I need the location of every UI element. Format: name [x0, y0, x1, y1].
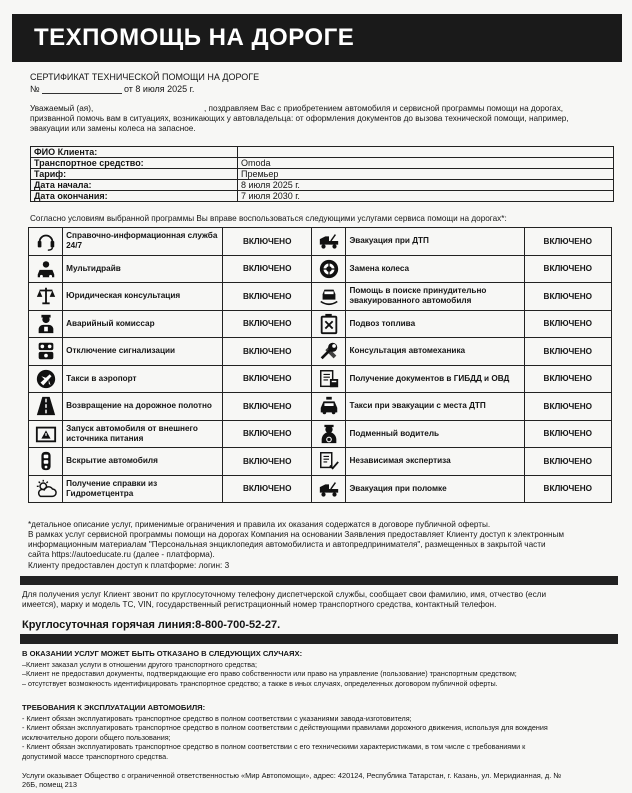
service-name: Справочно-информационная служба 24/7: [63, 228, 223, 256]
service-icon-cell: [312, 393, 346, 421]
service-status: ВКЛЮЧЕНО: [223, 283, 312, 311]
service-name: Возвращение на дорожное полотно: [63, 393, 223, 421]
client-row-value: [238, 147, 614, 158]
service-name: Отключение сигнализации: [63, 338, 223, 366]
service-row: [29, 338, 612, 366]
certificate-date: от 8 июля 2025 г.: [124, 84, 195, 94]
client-row: [31, 180, 614, 191]
commissioner-icon: [34, 313, 58, 335]
service-name: Подменный водитель: [346, 420, 524, 448]
client-row-value: Премьер: [238, 169, 614, 180]
service-name: Эвакуация при ДТП: [346, 228, 524, 256]
service-row: [29, 475, 612, 503]
service-name: Консультация автомеханика: [346, 338, 524, 366]
service-row: [29, 310, 612, 338]
certificate-number-line: [42, 93, 122, 94]
service-name: Замена колеса: [346, 255, 524, 283]
client-row: [31, 147, 614, 158]
scales-icon: [34, 285, 58, 307]
services-intro: Согласно условиям выбранной программы Вы вправе воспользоваться следующими услугами сервиса помощи на дорогах*:: [30, 214, 507, 223]
client-row: [31, 158, 614, 169]
platform-text-3: сайта https://autoeducate.ru (далее - платформа).: [28, 550, 215, 559]
service-icon-cell: [312, 448, 346, 476]
requirement-line: - Клиент обязан эксплуатировать транспортное средство в полном соответствии с действующими правилами дорожного движения, используя для вождения: [22, 723, 548, 733]
service-icon-cell: [312, 283, 346, 311]
page-banner: ТЕХПОМОЩЬ НА ДОРОГЕ: [12, 14, 622, 62]
client-row: [31, 169, 614, 180]
service-status: ВКЛЮЧЕНО: [223, 475, 312, 503]
service-name: Такси в аэропорт: [63, 365, 223, 393]
weather-icon: [34, 478, 58, 500]
car-driver-icon: [34, 258, 58, 280]
certificate-number-label: №: [30, 84, 40, 94]
platform-login: Клиенту предоставлен доступ к платформе: логин: 3: [28, 561, 230, 570]
client-info-table: [30, 146, 614, 202]
fuel-icon: [317, 313, 341, 335]
client-row-label: Дата окончания:: [31, 191, 238, 202]
service-icon-cell: [312, 365, 346, 393]
service-status: ВКЛЮЧЕНО: [524, 338, 611, 366]
service-icon-cell: [312, 310, 346, 338]
client-row: [31, 191, 614, 202]
certificate-title: СЕРТИФИКАТ ТЕХНИЧЕСКОЙ ПОМОЩИ НА ДОРОГЕ: [30, 72, 260, 82]
client-row-label: Дата начала:: [31, 180, 238, 191]
service-icon-cell: [312, 420, 346, 448]
service-name: Получение документов в ГИБДД и ОВД: [346, 365, 524, 393]
service-icon-cell: [312, 228, 346, 256]
tow-truck-icon: [317, 230, 341, 252]
headset-icon: [34, 230, 58, 252]
service-icon-cell: [29, 365, 63, 393]
wrench-icon: [317, 340, 341, 362]
service-icon-cell: [29, 420, 63, 448]
service-row: [29, 228, 612, 256]
requirement-line: - Клиент обязан эксплуатировать транспортное средство в полном соответствии с его техническими характеристиками, в том числе с требованиями к: [22, 742, 526, 752]
service-name: Юридическая консультация: [63, 283, 223, 311]
service-status: ВКЛЮЧЕНО: [524, 283, 611, 311]
road-icon: [34, 395, 58, 417]
service-status: ВКЛЮЧЕНО: [524, 310, 611, 338]
service-row: [29, 255, 612, 283]
client-row-label: Транспортное средство:: [31, 158, 238, 169]
service-status: ВКЛЮЧЕНО: [223, 448, 312, 476]
greeting-line1: , поздравляем Вас с приобретением автомобиля и сервисной программы помощи на дорогах,: [204, 104, 564, 113]
service-name: Независимая экспертиза: [346, 448, 524, 476]
separator-bar-2: [20, 634, 618, 644]
greeting-salutation: Уважаемый (ая),: [30, 104, 94, 113]
alarm-icon: [34, 340, 58, 362]
service-icon-cell: [312, 475, 346, 503]
car-search-icon: [317, 285, 341, 307]
documents-icon: [317, 368, 341, 390]
service-status: ВКЛЮЧЕНО: [223, 310, 312, 338]
car-key-icon: [34, 450, 58, 472]
taxi-icon: [317, 395, 341, 417]
client-row-value: 8 июля 2025 г.: [238, 180, 614, 191]
service-icon-cell: [29, 448, 63, 476]
client-row-label: Тариф:: [31, 169, 238, 180]
service-icon-cell: [29, 228, 63, 256]
expertise-icon: [317, 450, 341, 472]
requirement-line: - Клиент обязан эксплуатировать транспортное средство в полном соответствии с указаниями завода-изготовителя;: [22, 714, 412, 723]
service-name: Такси при эвакуации с места ДТП: [346, 393, 524, 421]
service-status: ВКЛЮЧЕНО: [223, 393, 312, 421]
service-icon-cell: [29, 475, 63, 503]
tow-truck-icon: [317, 478, 341, 500]
service-row: [29, 448, 612, 476]
client-row-value: 7 июля 2030 г.: [238, 191, 614, 202]
service-name: Получение справки из Гидрометцентра: [63, 475, 223, 503]
service-row: [29, 283, 612, 311]
service-row: [29, 365, 612, 393]
requirements-list: [22, 714, 548, 761]
hotline: Круглосуточная горячая линия:8-800-700-52-27.: [22, 619, 281, 631]
greeting-line3: эвакуации или замены колеса на запасное.: [30, 124, 196, 133]
services-footnote: *детальное описание услуг, применимые ограничения и правила их оказания содержатся в договоре публичной оферты.: [28, 520, 491, 529]
service-icon-cell: [312, 255, 346, 283]
requirements-title: ТРЕБОВАНИЯ К ЭКСПЛУАТАЦИИ АВТОМОБИЛЯ:: [22, 703, 206, 712]
service-name: Эвакуация при поломке: [346, 475, 524, 503]
service-row: [29, 393, 612, 421]
service-name: Запуск автомобиля от внешнего источника питания: [63, 420, 223, 448]
footer-company-line2: 26Б, помещ 213: [22, 780, 77, 789]
service-status: ВКЛЮЧЕНО: [524, 475, 611, 503]
service-name: Аварийный комиссар: [63, 310, 223, 338]
refusal-item: – отсутствует возможность идентифицировать транспортное средство; а также в иных случаях, определенных договором публичной оферты.: [22, 678, 498, 688]
service-status: ВКЛЮЧЕНО: [524, 228, 611, 256]
wheel-icon: [317, 258, 341, 280]
platform-text-1: В рамках услуг сервисной программы помощи на дорогах Компания на основании Заявления предоставляет Клиенту доступ к электронным: [28, 530, 565, 539]
service-icon-cell: [29, 393, 63, 421]
service-status: ВКЛЮЧЕНО: [524, 365, 611, 393]
service-name: Помощь в поиске принудительно эвакуированного автомобиля: [346, 283, 524, 311]
requirement-line: исключительно дороги общего пользования;: [22, 732, 171, 742]
service-icon-cell: [29, 338, 63, 366]
service-icon-cell: [312, 338, 346, 366]
refusal-item: –Клиент заказал услуги в отношении другого транспортного средства;: [22, 660, 258, 669]
service-icon-cell: [29, 255, 63, 283]
requirement-line: допустимой массе транспортного средства.: [22, 751, 169, 761]
service-name: Подвоз топлива: [346, 310, 524, 338]
refusal-title: В ОКАЗАНИИ УСЛУГ МОЖЕТ БЫТЬ ОТКАЗАНО В СЛЕДУЮЩИХ СЛУЧАЯХ:: [22, 649, 303, 658]
refusal-list: [22, 660, 517, 688]
contact-text-2: имеется), марку и модель ТС, VIN, государственный регистрационный номер транспортного средства, контактный телефон.: [22, 600, 497, 609]
service-status: ВКЛЮЧЕНО: [524, 255, 611, 283]
service-status: ВКЛЮЧЕНО: [524, 393, 611, 421]
service-status: ВКЛЮЧЕНО: [223, 338, 312, 366]
services-table: [28, 227, 612, 503]
service-name: Мультидрайв: [63, 255, 223, 283]
service-status: ВКЛЮЧЕНО: [223, 420, 312, 448]
service-status: ВКЛЮЧЕНО: [223, 365, 312, 393]
service-status: ВКЛЮЧЕНО: [524, 448, 611, 476]
client-row-label: ФИО Клиента:: [31, 147, 238, 158]
battery-warning-icon: [34, 423, 58, 445]
greeting-line2: призванной помочь вам в ситуациях, возникающих у автовладельца: от оформления документов до вызова технической помощи, например,: [30, 114, 569, 123]
platform-text-2: информационным материалам "Персональная энциклопедия автомобилиста и автопредпринимателя", размещенных в закрытой части: [28, 540, 546, 549]
contact-text-1: Для получения услуг Клиент звонит по круглосуточному телефону диспетчерской службы, сообщает свои фамилию, имя, отчество (если: [22, 590, 547, 599]
service-status: ВКЛЮЧЕНО: [524, 420, 611, 448]
service-icon-cell: [29, 283, 63, 311]
service-name: Вскрытие автомобиля: [63, 448, 223, 476]
client-row-value: Omoda: [238, 158, 614, 169]
service-status: ВКЛЮЧЕНО: [223, 255, 312, 283]
refusal-item: –Клиент не предоставил документы, подтверждающие его право собственности или право на управление (пользование) транспортным средством;: [22, 669, 517, 679]
airplane-icon: [34, 368, 58, 390]
service-row: [29, 420, 612, 448]
footer-company-line1: Услуги оказывает Общество с ограниченной ответственностью «Мир Автопомощи», адрес: 420124, Республика Татарстан, г. Казань, ул. Меридианная, д. №: [22, 771, 562, 780]
service-icon-cell: [29, 310, 63, 338]
service-status: ВКЛЮЧЕНО: [223, 228, 312, 256]
driver-icon: [317, 423, 341, 445]
separator-bar-1: [20, 576, 618, 585]
